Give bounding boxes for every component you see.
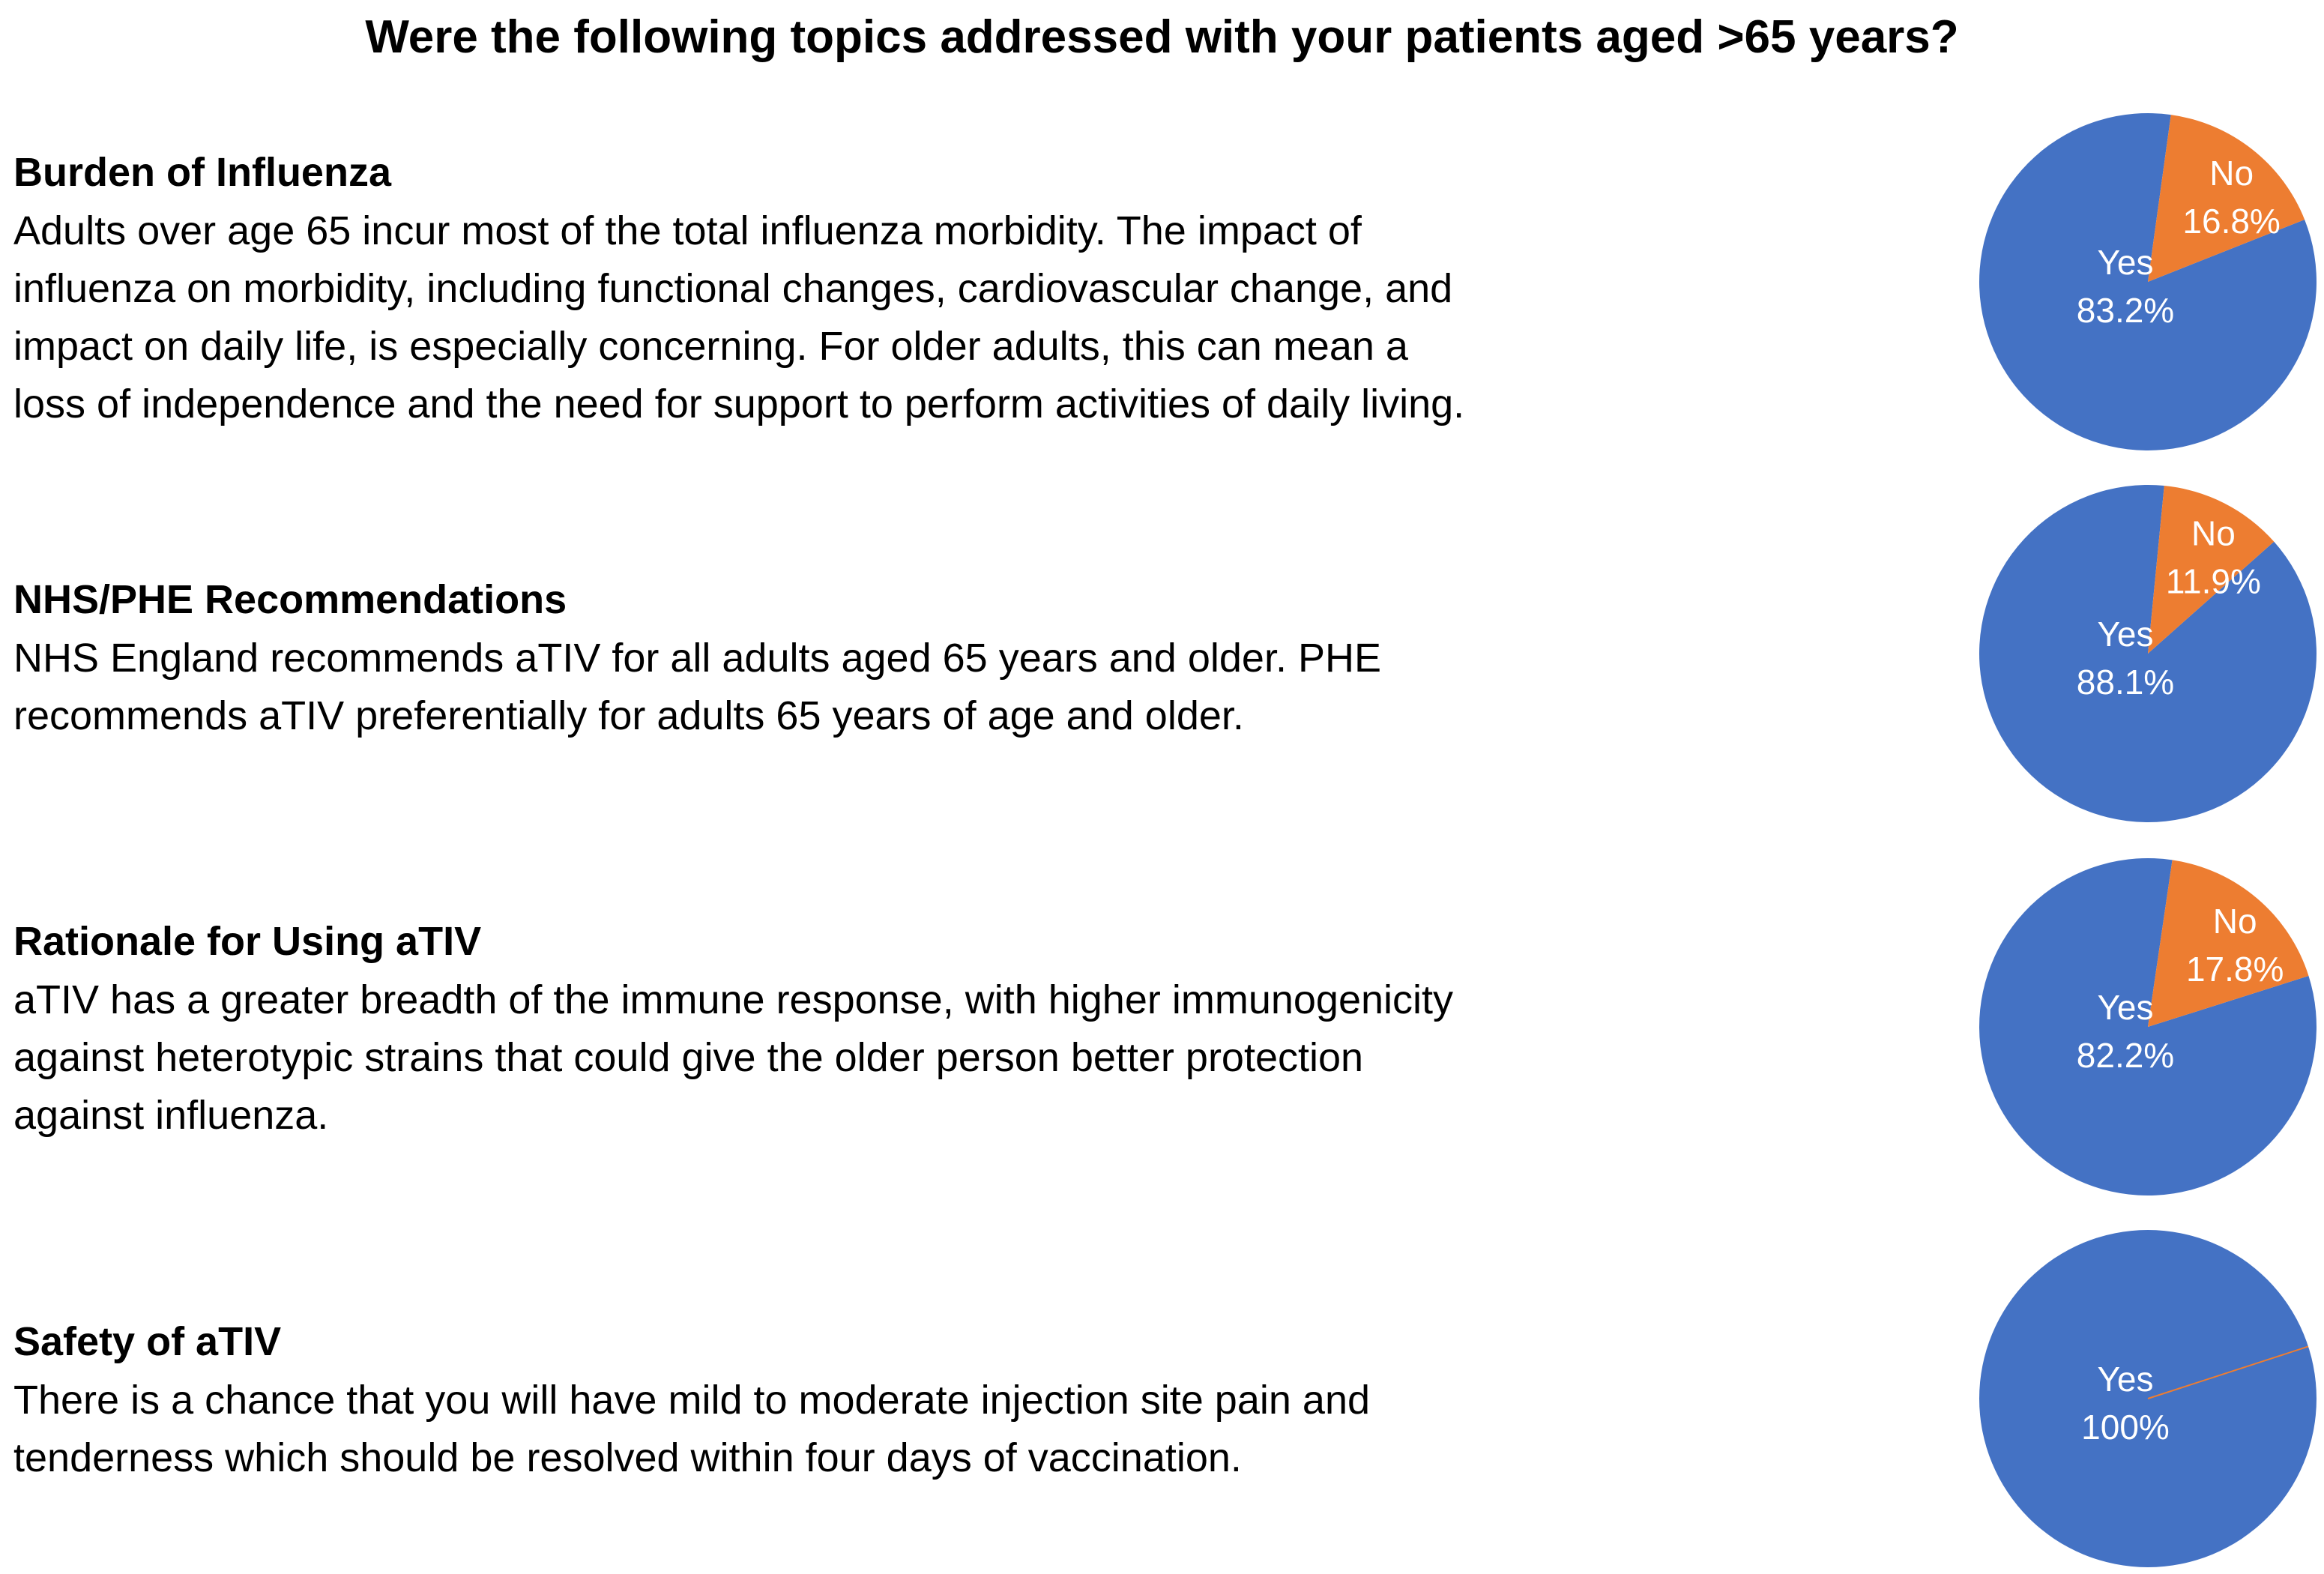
pie-chart-nhs-phe-recommendations <box>1971 477 2324 829</box>
topic-text-line: aTIV has a greater breadth of the immune response, with higher immunogenicity <box>13 977 1454 1022</box>
topic-rationale-for-using-ativ <box>13 911 1797 1145</box>
topic-text-line: against influenza. <box>13 1093 329 1138</box>
topic-heading: Safety of aTIV <box>13 1319 282 1364</box>
chart-title: Were the following topics addressed with your patients aged >65 years? <box>365 11 1959 63</box>
topic-text-line: recommends aTIV preferentially for adults 65 years of age and older. <box>13 693 1244 738</box>
pie-yes-value-label: 100% <box>2081 1408 2170 1447</box>
pie-chart-burden-of-influenza <box>1971 105 2324 457</box>
topic-heading: Burden of Influenza <box>13 150 391 195</box>
pie-chart-safety-of-ativ <box>1971 1222 2324 1574</box>
topic-heading: NHS/PHE Recommendations <box>13 577 567 622</box>
topic-heading: Rationale for Using aTIV <box>13 919 482 964</box>
pie-no-category-label: No <box>2191 513 2236 553</box>
pie-yes-value-label: 83.2% <box>2076 291 2175 330</box>
pie-yes-category-label: Yes <box>2097 243 2154 282</box>
pie-no-value-label: 11.9% <box>2165 561 2261 601</box>
pie-yes-category-label: Yes <box>2097 1360 2154 1399</box>
topic-text-line: There is a chance that you will have mild to moderate injection site pain and <box>13 1378 1371 1423</box>
topic-safety-of-ativ <box>13 1312 1797 1487</box>
pie-no-value-label: 17.8% <box>2185 949 2284 989</box>
topic-text-line: tenderness which should be resolved within four days of vaccination. <box>13 1435 1242 1480</box>
topic-burden-of-influenza <box>13 142 1797 433</box>
topic-text-line: loss of independence and the need for support to perform activities of daily living. <box>13 382 1465 426</box>
topic-text-line: influenza on morbidity, including functional changes, cardiovascular change, and <box>13 266 1453 311</box>
pie-no-category-label: No <box>2212 901 2257 941</box>
pie-yes-category-label: Yes <box>2097 615 2154 654</box>
pie-no-value-label: 16.8% <box>2182 202 2281 241</box>
topic-nhs-phe-recommendations <box>13 570 1797 745</box>
pie-chart-rationale-for-using-ativ <box>1971 850 2324 1202</box>
pie-yes-value-label: 88.1% <box>2076 663 2175 702</box>
topic-text-line: Adults over age 65 incur most of the total influenza morbidity. The impact of <box>13 208 1362 253</box>
topic-text-line: against heterotypic strains that could give the older person better protection <box>13 1035 1364 1080</box>
pie-yes-value-label: 82.2% <box>2076 1036 2175 1075</box>
topic-text-line: impact on daily life, is especially concerning. For older adults, this can mean a <box>13 324 1408 369</box>
pie-yes-category-label: Yes <box>2097 988 2154 1027</box>
pie-no-category-label: No <box>2209 154 2254 193</box>
topic-text-line: NHS England recommends aTIV for all adults aged 65 years and older. PHE <box>13 636 1381 681</box>
